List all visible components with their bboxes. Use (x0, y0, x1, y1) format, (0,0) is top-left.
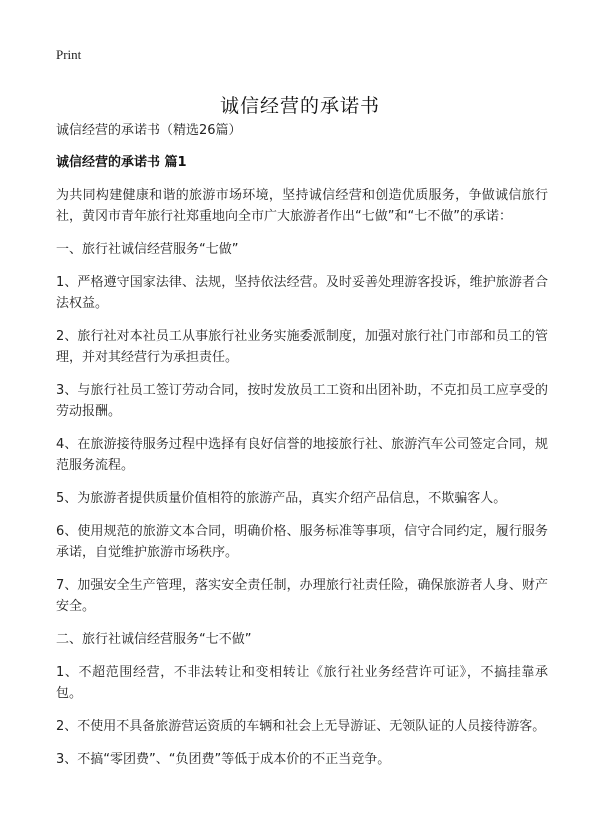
document-body (56, 122, 548, 782)
paragraph-do-7: 7、加强安全生产管理，落实安全责任制，办理旅行社责任险，确保旅游者人身、财产安全。 (56, 578, 548, 614)
paragraph-dont-3: 3、不搞“零团费”、“负团费”等低于成本价的不正当竞争。 (56, 752, 391, 767)
print-label: Print (56, 47, 82, 62)
paragraph-do-1: 1、严格遵守国家法律、法规，坚持依法经营。及时妥善处理游客投诉，维护旅游者合法权益。 (56, 275, 548, 311)
paragraph-do-4: 4、在旅游接待服务过程中选择有良好信誉的地接旅行社、旅游汽车公司签定合同，规范服务流程。 (56, 437, 548, 473)
paragraph-do-5: 5、为旅游者提供质量价值相符的旅游产品，真实介绍产品信息，不欺骗客人。 (56, 491, 507, 506)
paragraph-do-2: 2、旅行社对本社员工从事旅行社业务实施委派制度，加强对旅行社门市部和员工的管理，并对其经营行为承担责任。 (56, 329, 548, 365)
paragraph-dont-1: 1、不超范围经营，不非法转让和变相转让《旅行社业务经营许可证》，不搞挂靠承包。 (56, 665, 548, 701)
section-title: 诚信经营的承诺书 篇1 (56, 155, 187, 170)
paragraph-heading-seven-dont: 二、旅行社诚信经营服务“七不做” (56, 632, 252, 647)
document-title: 诚信经营的承诺书 (219, 94, 380, 117)
paragraph-dont-2: 2、不使用不具备旅游营运资质的车辆和社会上无导游证、无领队证的人员接待游客。 (56, 719, 546, 734)
document-subtitle: 诚信经营的承诺书（精选26篇） (56, 123, 242, 138)
paragraph-do-3: 3、与旅行社员工签订劳动合同，按时发放员工工资和出团补助，不克扣员工应享受的劳动报酬。 (56, 383, 548, 419)
paragraph-intro: 为共同构建健康和谐的旅游市场环境，坚持诚信经营和创造优质服务，争做诚信旅行社，黄冈市青年旅行社郑重地向全市广大旅游者作出“七做”和“七不做”的承诺： (56, 188, 548, 224)
paragraph-do-6: 6、使用规范的旅游文本合同，明确价格、服务标准等事项，信守合同约定，履行服务承诺，自觉维护旅游市场秩序。 (56, 524, 548, 560)
paragraph-heading-seven-do: 一、旅行社诚信经营服务“七做” (56, 242, 239, 257)
